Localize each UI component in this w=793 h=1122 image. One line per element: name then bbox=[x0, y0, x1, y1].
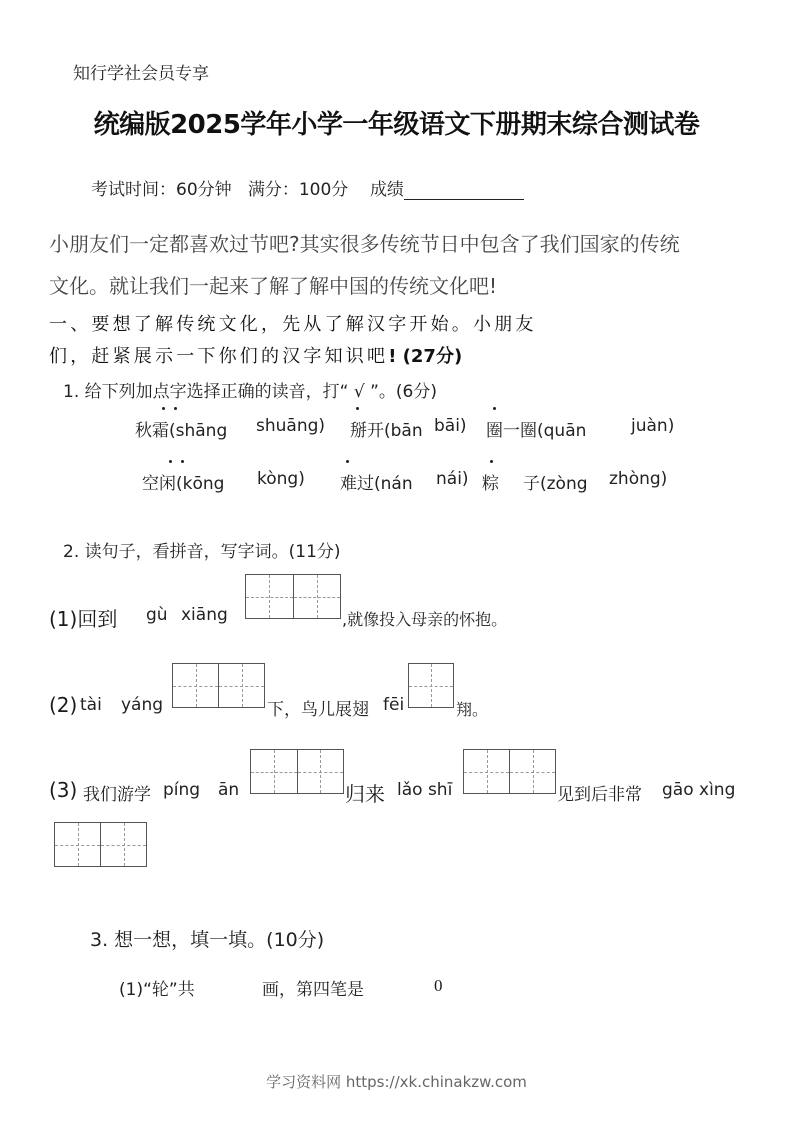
q2-s3-label: (3) bbox=[49, 778, 78, 802]
writing-grid-fei[interactable] bbox=[408, 663, 454, 708]
q2-s3-pinyin-4: gāo xìng bbox=[662, 780, 736, 800]
q1-item-3 bbox=[486, 416, 586, 441]
exam-score: 满分：100分 bbox=[247, 180, 349, 200]
writing-grid-gaoxing[interactable] bbox=[54, 822, 147, 867]
writing-grid-taiyang[interactable] bbox=[172, 663, 265, 708]
q2-s2-label: (2) bbox=[49, 693, 78, 717]
q2-s1-label: (1)回到 bbox=[49, 607, 118, 631]
q2-s1-tail: ,就像投入母亲的怀抱。 bbox=[342, 610, 508, 629]
q2-s3-pinyin-2: ān bbox=[218, 780, 240, 800]
emphasis-dot bbox=[493, 407, 496, 410]
q2-s2-tail: 翔。 bbox=[456, 700, 489, 719]
emphasis-dot bbox=[162, 407, 165, 410]
intro-line-1: 小朋友们一定都喜欢过节吧?其实很多传统节日中包含了我们国家的传统 bbox=[49, 232, 680, 256]
q1-item-2-opt2[interactable]: bāi) bbox=[434, 416, 467, 436]
q2-s3-mid: 归来 bbox=[345, 782, 385, 806]
page-title: 统编版2025学年小学一年级语文下册期末综合测试卷 bbox=[93, 110, 700, 140]
q1-item-4-opt2[interactable]: kòng) bbox=[257, 469, 305, 489]
emphasis-dot bbox=[356, 407, 359, 410]
q1-item-2-word: 掰开 bbox=[350, 421, 384, 441]
q1-item-1 bbox=[135, 416, 227, 441]
q1-item-5-word: 难过 bbox=[340, 474, 374, 494]
q1-item-5 bbox=[340, 469, 413, 494]
emphasis-dot bbox=[169, 460, 172, 463]
exam-grade-label: 成绩 bbox=[369, 180, 404, 200]
section1-line-1: 一、要想了解传统文化，先从了解汉字开始。小朋友 bbox=[49, 314, 537, 335]
q2-s3-text: 我们游学 bbox=[83, 785, 151, 805]
q1-item-3-word: 圈一圈 bbox=[486, 421, 537, 441]
emphasis-dot bbox=[346, 460, 349, 463]
member-note: 知行学社会员专享 bbox=[73, 64, 209, 84]
q2-s2-pinyin-1: tài bbox=[80, 695, 102, 715]
q2-s1-pinyin-1: gù bbox=[146, 605, 168, 625]
q1-item-5-opt1[interactable]: (nán bbox=[374, 474, 413, 494]
footer-source: 学习资料网 https://xk.chinakzw.com bbox=[266, 1073, 527, 1091]
q2-s3-tail: 见到后非常 bbox=[557, 785, 642, 805]
grade-blank[interactable] bbox=[404, 181, 524, 200]
q2-s2-pinyin-2: yáng bbox=[121, 695, 164, 715]
exam-info bbox=[91, 175, 524, 200]
q2-s2-mid: 下，鸟儿展翅 bbox=[267, 700, 369, 720]
q3-s1-part-a: (1)“轮”共 bbox=[119, 980, 195, 1000]
q1-item-4-word: 空闲 bbox=[142, 474, 176, 494]
q2-s3-pinyin-3: lǎo shī bbox=[397, 780, 453, 800]
q1-item-4 bbox=[142, 469, 224, 494]
section1-line-2 bbox=[49, 342, 462, 368]
writing-grid-guxiang[interactable] bbox=[245, 574, 341, 619]
section1-score: ! (27分) bbox=[388, 346, 463, 367]
q1-item-6-word-a: 粽 bbox=[482, 474, 499, 494]
emphasis-dot bbox=[490, 460, 493, 463]
q1-item-3-opt2[interactable]: juàn) bbox=[631, 416, 675, 436]
q1-item-6-opt1[interactable]: (zòng bbox=[540, 474, 588, 494]
q2-s1-pinyin-2: xiāng bbox=[181, 605, 228, 625]
q1-item-2 bbox=[350, 416, 423, 441]
emphasis-dot bbox=[181, 460, 184, 463]
section1-line-2-text: 们，赶紧展示一下你们的汉字知识吧 bbox=[49, 346, 389, 367]
q1-item-6-opt2[interactable]: zhòng) bbox=[609, 469, 668, 489]
q1-item-6 bbox=[523, 469, 588, 494]
q3-title: 3. 想一想，填一填。(10分) bbox=[90, 929, 325, 951]
exam-time: 考试时间：60分钟 bbox=[91, 180, 232, 200]
q2-s2-pinyin-3: fēi bbox=[383, 695, 405, 715]
q1-item-1-word: 秋霜 bbox=[135, 421, 169, 441]
emphasis-dot bbox=[174, 407, 177, 410]
q3-s1-part-b: 画，第四笔是 bbox=[262, 980, 364, 1000]
q1-title: 1. 给下列加点字选择正确的读音，打“ √ ”。(6分) bbox=[63, 382, 437, 402]
q1-item-1-opt1[interactable]: (shāng bbox=[169, 421, 228, 441]
q2-title: 2. 读句子，看拼音，写字词。(11分) bbox=[63, 542, 341, 562]
q2-s3-pinyin-1: píng bbox=[163, 780, 201, 800]
q1-item-3-opt1[interactable]: (quān bbox=[537, 421, 587, 441]
q1-item-4-opt1[interactable]: (kōng bbox=[176, 474, 225, 494]
q1-item-2-opt1[interactable]: (bān bbox=[384, 421, 423, 441]
writing-grid-pingan[interactable] bbox=[250, 749, 344, 794]
q1-item-5-opt2[interactable]: nái) bbox=[436, 469, 469, 489]
q1-item-1-opt2[interactable]: shuāng) bbox=[256, 416, 326, 436]
q1-item-6-word-b: 子 bbox=[523, 474, 540, 494]
q3-s1-part-c: 0 bbox=[434, 976, 443, 995]
intro-line-2: 文化。就让我们一起来了解了解中国的传统文化吧! bbox=[49, 274, 498, 298]
writing-grid-laoshi[interactable] bbox=[463, 749, 556, 794]
